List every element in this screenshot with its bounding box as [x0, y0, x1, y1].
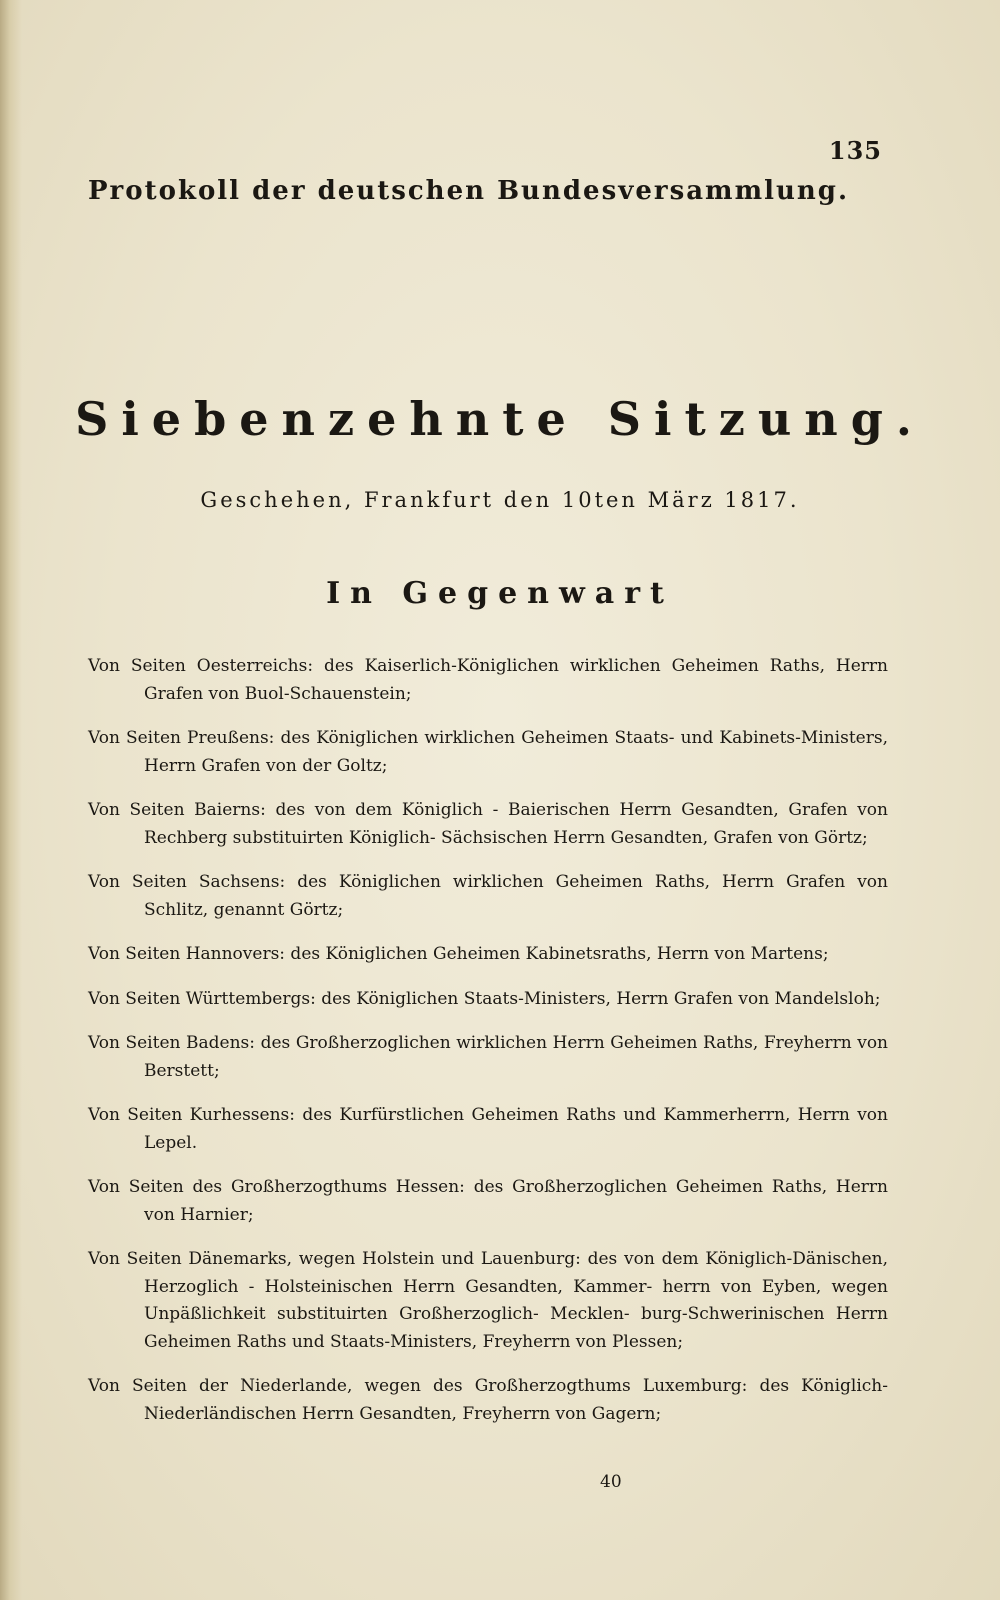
attendance-entry: Von Seiten Sachsens: des Königlichen wirklichen Geheimen Raths, Herrn Grafen von Schlitz, genannt Görtz; — [88, 872, 888, 920]
attendance-entry: Von Seiten Kurhessens: des Kurfürstlichen Geheimen Raths und Kammerherrn, Herrn von Lepel. — [88, 1105, 888, 1153]
signature-mark: 40 — [600, 1472, 622, 1492]
attendance-entry: Von Seiten des Großherzogthums Hessen: des Großherzoglichen Geheimen Raths, Herrn von Harnier; — [88, 1177, 888, 1225]
attendance-entry: Von Seiten Oesterreichs: des Kaiserlich-Königlichen wirklichen Geheimen Raths, Herrn Grafen von Buol-Schauenstein; — [88, 656, 888, 704]
dateline: Geschehen, Frankfurt den 10ten März 1817. — [200, 488, 800, 512]
page-number: 135 — [828, 136, 882, 165]
attendance-entry: Von Seiten Hannovers: des Königlichen Geheimen Kabinetsraths, Herrn von Martens; — [88, 944, 829, 964]
attendance-heading: In Gegenwart — [326, 576, 674, 611]
attendance-entry: Von Seiten der Niederlande, wegen des Großherzogthums Luxemburg: des Königlich-Niederländischen Herrn Gesandten, Freyherrn von Gagern; — [88, 1376, 888, 1424]
attendance-entry: Von Seiten Baierns: des von dem Königlich - Baierischen Herrn Gesandten, Grafen von Rechberg substituirten Königlich- Sächsischen Herrn Gesandten, Grafen von Görtz; — [88, 800, 888, 848]
binding-edge — [0, 0, 22, 1600]
attendance-entry: Von Seiten Württembergs: des Königlichen Staats-Ministers, Herrn Grafen von Mandelsloh; — [88, 988, 881, 1009]
attendance-entry: Von Seiten Dänemarks, wegen Holstein und Lauenburg: des von dem Königlich-Dänischen, Herzoglich - Holsteinischen Herrn Gesandten, Kammer- herrn von Eyben, wegen Unpäßlichkeit substituirten Großherzoglich- Mecklen- burg-Schwerinischen Herrn Geheimen Raths und Staats-Ministers, Freyherrn von Plessen; — [88, 1249, 888, 1352]
attendance-list — [88, 636, 888, 1438]
attendance-entry: Von Seiten Preußens: des Königlichen wirklichen Geheimen Staats- und Kabinets-Ministers, Herrn Grafen von der Goltz; — [88, 728, 888, 776]
session-title: Siebenzehnte Sitzung. — [75, 392, 925, 446]
running-head: Protokoll der deutschen Bundesversammlung. — [88, 176, 849, 206]
attendance-entry: Von Seiten Badens: des Großherzoglichen wirklichen Herrn Geheimen Raths, Freyherrn von Berstett; — [88, 1033, 888, 1081]
